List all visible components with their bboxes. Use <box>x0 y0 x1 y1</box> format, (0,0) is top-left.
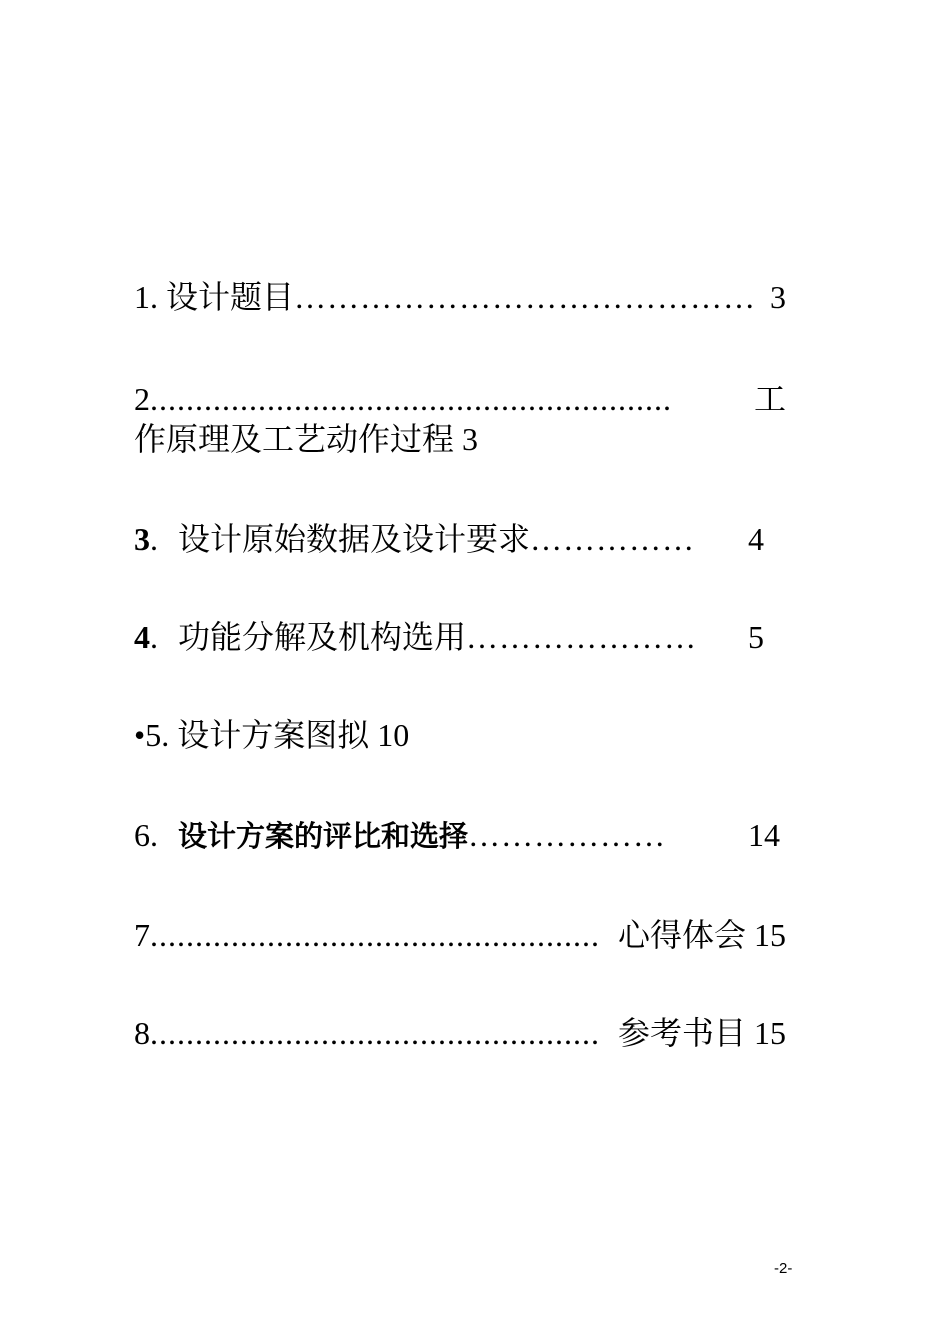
toc-entry-6[interactable] <box>134 814 786 857</box>
toc-entry-7-title: 心得体会 15 <box>617 917 786 953</box>
toc-entry-4-leader: ………………… <box>466 619 698 655</box>
toc-entry-4-separator: . <box>150 619 158 655</box>
toc-entry-3-leader: …………… <box>530 521 696 557</box>
toc-entry-4-title: 功能分解及机构选用 <box>178 619 467 655</box>
toc-entry-4-number: 4 <box>134 619 150 655</box>
toc-entry-2-line-1[interactable] <box>134 378 786 420</box>
toc-entry-3-separator: . <box>150 521 158 557</box>
toc-entry-3-page: 4 <box>748 521 764 557</box>
toc-entry-3-title: 设计原始数据及设计要求 <box>178 521 531 557</box>
toc-entry-2-number: 2 <box>134 381 150 417</box>
toc-entry-6-title: 设计方案的评比和选择 <box>178 819 469 853</box>
toc-entry-6-separator: . <box>150 817 158 853</box>
toc-entry-1-page: 3 <box>770 279 786 315</box>
toc-entry-6-leader: ……………… <box>468 817 667 853</box>
toc-entry-8-leader: .................................................. <box>150 1015 600 1051</box>
toc-entry-5[interactable] <box>134 714 786 756</box>
toc-entry-1[interactable] <box>134 276 786 318</box>
toc-entry-3[interactable] <box>134 518 786 560</box>
toc-entry-4[interactable] <box>134 616 786 658</box>
toc-entry-2-title: 作原理及工艺动作过程 3 <box>134 421 479 457</box>
toc-entry-1-number: 1. <box>134 279 158 315</box>
toc-entry-1-leader: …………………………………… <box>294 279 757 315</box>
toc-entry-5-text: •5. 设计方案图拟 10 <box>134 717 410 753</box>
toc-entry-2-tail: 工 <box>753 381 786 417</box>
toc-entry-8[interactable] <box>134 1012 786 1054</box>
toc-entry-3-number: 3 <box>134 521 150 557</box>
toc-entry-6-number: 6 <box>134 817 150 853</box>
toc-entry-8-title: 参考书目 15 <box>617 1015 786 1051</box>
toc-entry-6-page: 14 <box>748 817 780 853</box>
toc-entry-1-title: 设计题目 <box>166 279 295 315</box>
toc-entry-7[interactable] <box>134 914 786 956</box>
toc-entry-2-line-2[interactable] <box>134 418 786 460</box>
toc-entry-8-number: 8 <box>134 1015 150 1051</box>
toc-entry-7-leader: .................................................. <box>150 917 600 953</box>
toc-entry-7-number: 7 <box>134 917 150 953</box>
page-number: -2- <box>774 1260 793 1277</box>
toc-entry-4-page: 5 <box>748 619 764 655</box>
toc-entry-2-leader: .......................................................... <box>150 381 672 417</box>
